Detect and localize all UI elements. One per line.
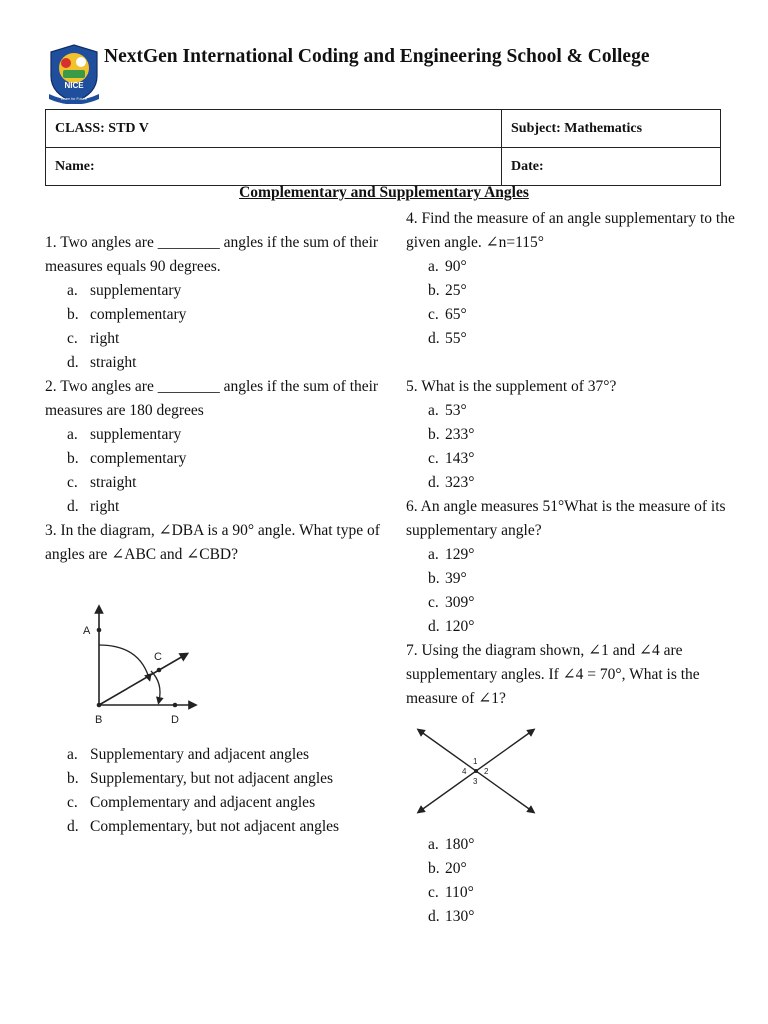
- option-c[interactable]: c. 143°: [428, 450, 475, 467]
- question-5: [406, 375, 751, 495]
- options-list: [406, 833, 751, 929]
- option-b[interactable]: b. 25°: [428, 282, 467, 299]
- class-cell: CLASS: STD V: [46, 110, 502, 148]
- option-d[interactable]: d. 130°: [428, 908, 475, 925]
- right-column: [406, 207, 751, 929]
- options-list: [406, 255, 751, 351]
- school-logo: [45, 42, 103, 104]
- question-text: 5. What is the supplement of 37°?: [406, 378, 617, 395]
- question-3: [45, 519, 385, 839]
- option-d[interactable]: d. Complementary, but not adjacent angles: [67, 818, 340, 835]
- label-c: C: [154, 651, 162, 663]
- option-b[interactable]: b. 20°: [428, 860, 467, 877]
- worksheet-title: Complementary and Supplementary Angles: [239, 184, 529, 201]
- label-2: 2: [484, 767, 489, 776]
- question-2: [45, 375, 385, 519]
- option-d[interactable]: d. right: [67, 498, 120, 515]
- question-text: 7. Using the diagram shown, ∠1 and ∠4 are supplementary angles. If ∠4 = 70°, What is the measure of ∠1?: [406, 642, 700, 707]
- label-b: B: [95, 714, 103, 723]
- question-text: 4. Find the measure of an angle supplementary to the given angle. ∠n=115°: [406, 210, 735, 251]
- label-3: 3: [473, 777, 478, 786]
- left-column: [45, 231, 385, 839]
- question-text: 1. Two angles are ________ angles if the sum of their measures equals 90 degrees.: [45, 234, 379, 275]
- option-c[interactable]: c. right: [67, 330, 120, 347]
- subject-cell: Subject: Mathematics: [502, 110, 721, 148]
- option-a[interactable]: a. 90°: [428, 258, 467, 275]
- right-angle-diagram: [65, 599, 215, 723]
- option-d[interactable]: d. 323°: [428, 474, 475, 491]
- question-4: [406, 207, 751, 351]
- date-field[interactable]: Date:: [502, 148, 721, 186]
- school-name: NextGen International Coding and Engineering School & College: [104, 46, 650, 67]
- option-d[interactable]: d. 120°: [428, 618, 475, 635]
- option-a[interactable]: a. Supplementary and adjacent angles: [67, 746, 310, 763]
- option-b[interactable]: b. complementary: [67, 450, 187, 467]
- option-b[interactable]: b. 39°: [428, 570, 467, 587]
- spacer: [406, 351, 751, 375]
- question-text: 6. An angle measures 51°What is the measure of its supplementary angle?: [406, 498, 726, 539]
- option-c[interactable]: c. 309°: [428, 594, 475, 611]
- option-a[interactable]: a. 180°: [428, 836, 475, 853]
- option-d[interactable]: d. 55°: [428, 330, 467, 347]
- option-d[interactable]: d. straight: [67, 354, 137, 371]
- label-d: D: [171, 714, 179, 723]
- spacer: [45, 723, 385, 743]
- label-a: A: [83, 625, 91, 637]
- options-list: [45, 279, 385, 375]
- name-field[interactable]: Name:: [46, 148, 502, 186]
- question-1: [45, 231, 385, 375]
- question-text: 2. Two angles are ________ angles if the sum of their measures are 180 degrees: [45, 378, 379, 419]
- logo-motto: Learn for Future: [61, 97, 87, 101]
- option-c[interactable]: c. Complementary and adjacent angles: [67, 794, 316, 811]
- options-list: [406, 543, 751, 639]
- option-c[interactable]: c. straight: [67, 474, 137, 491]
- option-b[interactable]: b. Supplementary, but not adjacent angles: [67, 770, 334, 787]
- option-b[interactable]: b. 233°: [428, 426, 475, 443]
- question-7: [406, 639, 751, 929]
- label-4: 4: [462, 767, 467, 776]
- options-list: [406, 399, 751, 495]
- question-text: 3. In the diagram, ∠DBA is a 90° angle. What type of angles are ∠ABC and ∠CBD?: [45, 522, 380, 563]
- option-b[interactable]: b. complementary: [67, 306, 187, 323]
- spacer: [406, 815, 751, 833]
- options-list: [45, 423, 385, 519]
- logo-letters: NICE: [64, 81, 84, 90]
- option-a[interactable]: a. 53°: [428, 402, 467, 419]
- intersecting-lines-diagram: [414, 727, 544, 815]
- option-a[interactable]: a. supplementary: [67, 426, 182, 443]
- student-info-table: [45, 109, 721, 186]
- option-a[interactable]: a. 129°: [428, 546, 475, 563]
- options-list: [45, 743, 385, 839]
- option-a[interactable]: a. supplementary: [67, 282, 182, 299]
- option-c[interactable]: c. 65°: [428, 306, 467, 323]
- question-6: [406, 495, 751, 639]
- option-c[interactable]: c. 110°: [428, 884, 474, 901]
- label-1: 1: [473, 757, 478, 766]
